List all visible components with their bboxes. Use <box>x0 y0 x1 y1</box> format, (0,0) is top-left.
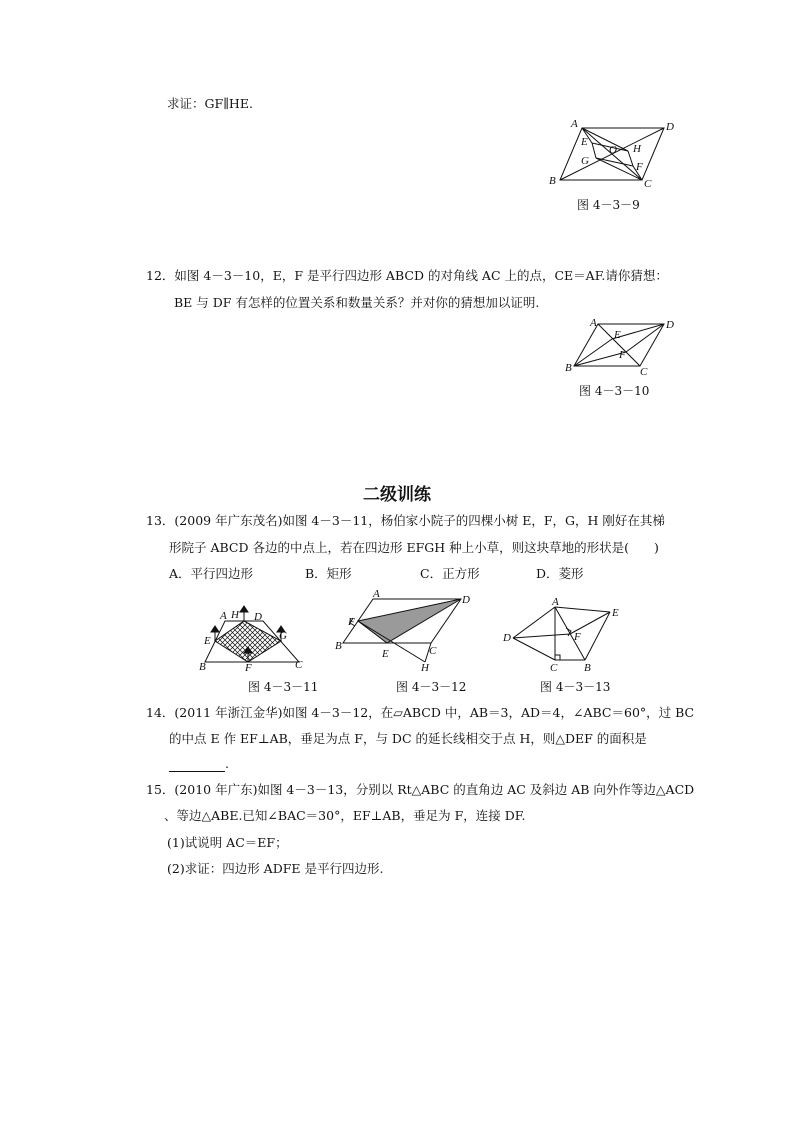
fig13-label-c: C <box>550 662 558 674</box>
fig9-label-o: O <box>609 144 617 156</box>
fig13-label-f: F <box>574 631 581 643</box>
fig12-label-a: A <box>373 588 380 600</box>
fig13-label-b: B <box>584 662 591 674</box>
fig9-label-g: G <box>581 155 589 167</box>
fig11-label-b: B <box>199 661 206 673</box>
fig10-label-f: F <box>619 349 626 361</box>
fig11-label-d: D <box>254 611 262 623</box>
fig10-label-c: C <box>640 366 648 378</box>
fig9-label-b: B <box>549 175 556 187</box>
fig10-label-d: D <box>666 319 674 331</box>
q14-line-2: 的中点 E 作 EF⊥AB，垂足为点 F，与 DC 的延长线相交于点 H，则△DEF 的面积是 <box>169 731 647 746</box>
fig9-label-c: C <box>644 178 652 190</box>
fig10-label-a: A <box>590 317 597 329</box>
fig11-label-f: F <box>245 662 252 674</box>
caption-fig-4-3-11: 图 4－3－11 <box>248 680 319 694</box>
q14-end-mark: . <box>225 756 229 771</box>
q13-line-1: 13．(2009 年广东茂名)如图 4－3－11，杨伯家小院子的四棵小树 E，F，G，H 刚好在其梯 <box>146 513 665 528</box>
fig11-label-g: G <box>279 630 287 642</box>
q15-line-1: 15．(2010 年广东)如图 4－3－13，分别以 Rt△ABC 的直角边 AC 及斜边 AB 向外作等边△ACD <box>146 782 695 797</box>
fig9-label-d: D <box>666 121 674 133</box>
q13-line-2: 形院子 ABCD 各边的中点上，若在四边形 EFGH 种上小草，则这块草地的形状是( ) <box>169 540 659 555</box>
fig13-label-d: D <box>503 632 511 644</box>
fig11-label-h: H <box>231 609 239 621</box>
figure-4-3-13 <box>500 597 630 675</box>
q11-prove-statement: 求证：GF∥HE. <box>167 96 253 111</box>
fig9-label-h: H <box>633 143 641 155</box>
q13-option-b: B．矩形 <box>305 566 352 581</box>
fig12-label-b: B <box>335 640 342 652</box>
figure-4-3-11 <box>195 605 307 673</box>
fig12-label-d: D <box>462 594 470 606</box>
q15-part-2: (2)求证：四边形 ADFE 是平行四边形. <box>167 861 384 876</box>
fig9-label-f: F <box>636 161 643 173</box>
figure-4-3-9 <box>540 115 680 193</box>
answer-blank[interactable] <box>169 759 225 772</box>
fig12-label-f: F <box>348 616 355 628</box>
q14-answer-line <box>169 756 229 772</box>
q12-line-1: 12．如图 4－3－10，E，F 是平行四边形 ABCD 的对角线 AC 上的点，CE＝AF.请你猜想： <box>146 268 668 283</box>
caption-fig-4-3-9: 图 4－3－9 <box>577 198 640 212</box>
fig12-label-e: E <box>382 648 389 660</box>
q15-part-1: (1)试说明 AC＝EF； <box>167 835 288 850</box>
fig11-label-e: E <box>204 635 211 647</box>
fig13-label-e: E <box>612 607 619 619</box>
figure-4-3-10 <box>565 315 685 377</box>
fig12-label-h: H <box>421 662 429 674</box>
q13-option-a: A．平行四边形 <box>169 566 254 581</box>
fig9-label-e: E <box>581 136 588 148</box>
section-title: 二级训练 <box>363 485 431 505</box>
caption-fig-4-3-13: 图 4－3－13 <box>540 680 611 694</box>
q13-option-c: C．正方形 <box>420 566 480 581</box>
fig10-label-e: E <box>614 329 621 341</box>
caption-fig-4-3-10: 图 4－3－10 <box>579 384 650 398</box>
caption-fig-4-3-12: 图 4－3－12 <box>396 680 467 694</box>
fig13-label-a: A <box>552 596 559 608</box>
figure-4-3-12 <box>335 587 480 675</box>
q12-line-2: BE 与 DF 有怎样的位置关系和数量关系？并对你的猜想加以证明. <box>174 295 540 310</box>
q15-line-2: 、等边△ABE.已知∠BAC＝30°，EF⊥AB，垂足为 F，连接 DF. <box>164 808 526 823</box>
fig10-label-b: B <box>565 362 572 374</box>
fig11-label-c: C <box>295 659 303 671</box>
fig9-label-a: A <box>571 118 578 130</box>
fig12-label-c: C <box>429 645 437 657</box>
fig11-label-a: A <box>220 610 227 622</box>
q13-option-d: D．菱形 <box>536 566 584 581</box>
q14-line-1: 14．(2011 年浙江金华)如图 4－3－12，在▱ABCD 中，AB＝3，AD＝4，∠ABC＝60°，过 BC <box>146 705 695 720</box>
